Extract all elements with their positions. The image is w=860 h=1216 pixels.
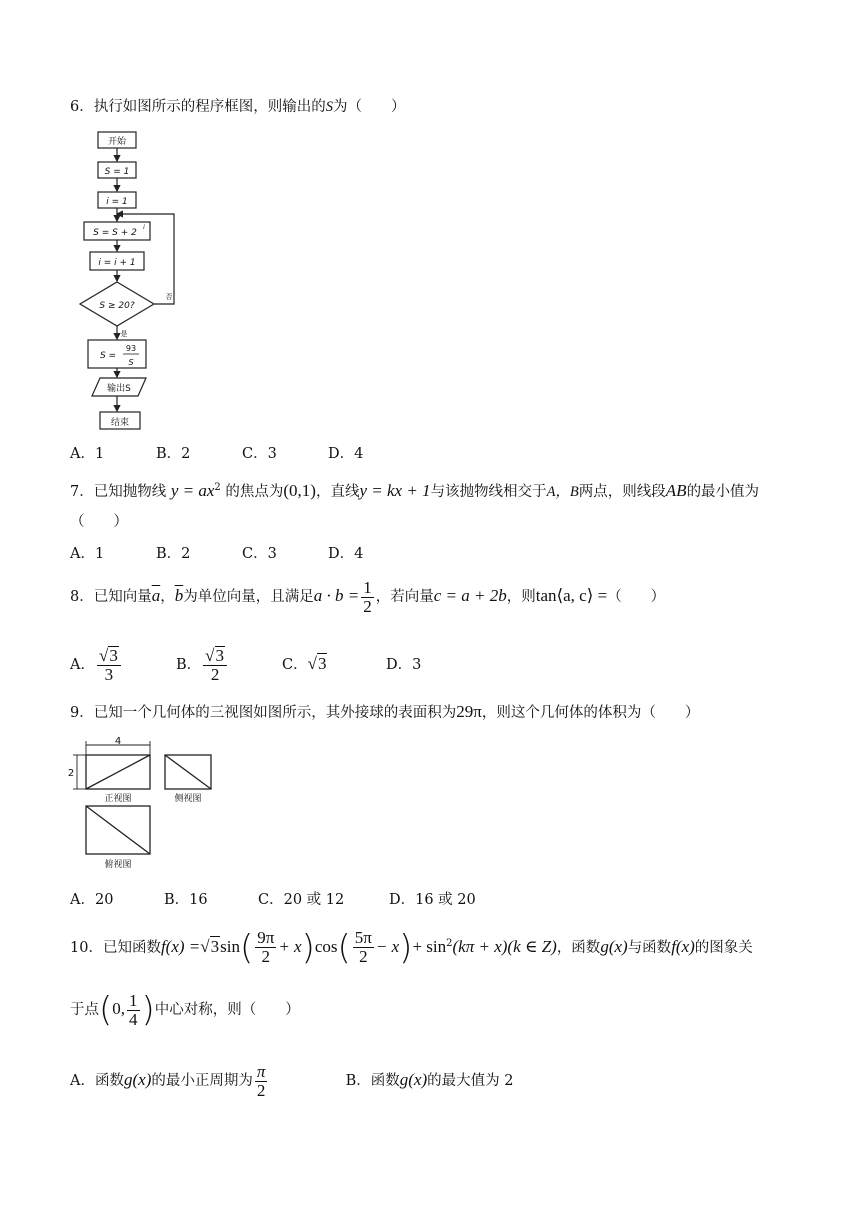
option-c[interactable]: C．3 [242,446,277,462]
q6-flowchart [78,126,198,438]
q8-options [70,646,421,684]
option-c[interactable]: C．3 [242,546,277,562]
q10-options [70,1060,513,1101]
flow-update-s-text: S = S + 2 [93,228,137,238]
q9-options [70,888,476,909]
option-d[interactable]: D．16 或 20 [389,892,476,908]
option-b[interactable]: B． $\frac{√3}{2}$ [176,646,282,684]
option-a[interactable]: A．20 [70,892,114,908]
flow-i-init-text: i = 1 [106,197,128,207]
option-b[interactable]: B．2 [156,446,191,462]
option-d[interactable]: D．3 [386,657,422,673]
q9-stem: 9．已知一个几何体的三视图如图所示，其外接球的表面积为29π，则这个几何体的体积为（ ） [70,702,700,721]
option-a[interactable]: A． $\frac{√3}{3}$ [70,646,176,684]
front-view-caption: 正视图 [104,794,132,804]
flow-s-init-text: S = 1 [104,167,130,177]
flow-end-text: 结束 [110,418,130,428]
flow-final-num: 93 [125,344,137,353]
flow-yes-label: 是 [120,330,128,338]
flow-final-den: S [128,358,134,367]
option-d[interactable]: D．4 [328,546,364,562]
option-b[interactable]: B．16 [164,892,208,908]
q7-options [70,542,363,563]
q6-stem: 6．执行如图所示的程序框图，则输出的S为（ ） [70,99,406,115]
option-b[interactable]: B．2 [156,546,191,562]
q6-options [70,442,363,463]
option-b[interactable]: B．函数g(x)的最大值为 2 [345,1070,514,1089]
width-label: 4 [114,736,122,747]
top-view-diagonal [86,806,150,854]
option-d[interactable]: D．4 [328,446,364,462]
q7-stem: 7．已知抛物线 $y = ax^2$ 的焦点为(0,1)，直线y = kx + 1与该抛物线相交于A，B两点，则线段AB的最小值为 [70,480,760,500]
option-c[interactable]: C．√3 [282,654,327,673]
flow-update-s-exp: i [143,224,145,231]
side-view-diagonal [165,755,211,789]
q10-stem-line2: 于点(0, $\frac{1}{4}$ )中心对称，则（ ） [70,990,300,1030]
flow-update-i-text: i = i + 1 [98,258,136,268]
flow-no-label: 否 [165,293,173,301]
q9-three-views [66,734,226,874]
flow-condition-text: S ≥ 20? [99,301,135,311]
q10-stem: 10．已知函数f(x) =√3sin( $\frac{9\pi}{2}$ + x)cos( $\frac{5\pi}{2}$ − $x)+ \sin^2(k\pi + x)(k$ ∈ Z)，函数g(x)与函数f(x)的图象关 [70,927,753,968]
side-view-caption: 侧视图 [174,794,202,804]
flow-output-text: 输出S [107,384,131,394]
option-c[interactable]: C．20 或 12 [258,892,345,908]
front-view-diagonal [86,755,150,789]
flow-final-lhs: S = [99,351,117,361]
q7-answer-paren: （ ） [70,514,128,530]
option-a[interactable]: A．1 [70,546,105,562]
top-view-caption: 俯视图 [104,860,132,870]
flow-start-text: 开始 [107,137,127,147]
q8-stem: 8．已知向量$\overline{a}$，$\overline{b}$为单位向量，且满足a · b = $\frac{1}{2}$ ，若向量c = a + 2b，则tan⟨a, c⟩ =（ ） [70,577,666,616]
option-a[interactable]: A．函数g(x)的最小正周期为 $\frac{\pi}{2}$ [70,1061,266,1100]
option-a[interactable]: A．1 [70,446,105,462]
height-label: 2 [67,768,75,779]
